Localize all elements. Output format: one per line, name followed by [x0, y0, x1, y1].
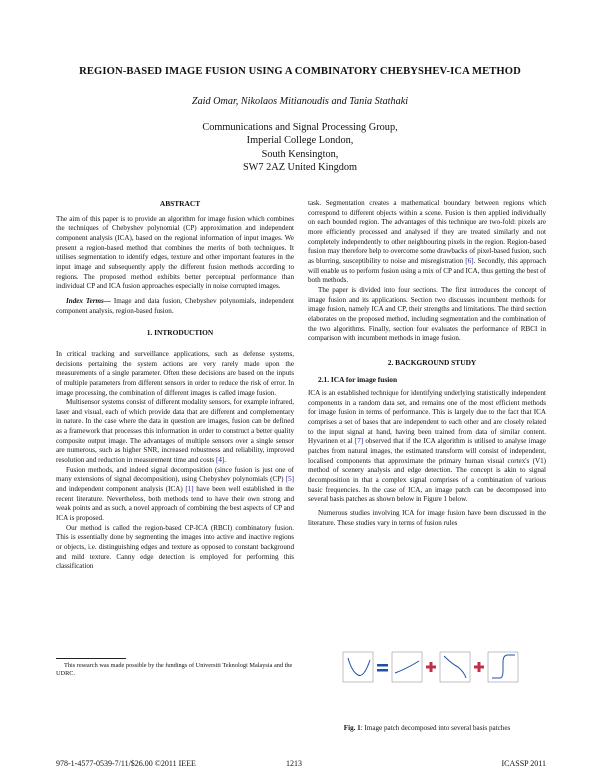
- index-terms-label: Index Terms—: [66, 296, 111, 305]
- basis-curve-2: [444, 656, 466, 678]
- body-paragraph: [308, 199, 546, 286]
- image-patch: [343, 652, 373, 682]
- footer-copyright: 978-1-4577-0539-7/11/$26.00 ©2011 IEEE: [56, 759, 196, 768]
- text-run: Fusion methods, and indeed signal decomposition (since fusion is just one of many extensions of signal decomposition), using Chebyshev polynomials (CP): [56, 465, 294, 484]
- text-run: observed that if the ICA algorithm is utilised to analyse image patches from natural images, the estimated transform will consist of independent, localised components that approximate the primary human visual cortex's (V1) method of scenery analysis and edge detection. The concept is akin to signal decomposition in that a complex signal comprises of a combination of various basic frequencies. In the case of ICA, an image patch can be decomposed into several basis patches as shown below in Figure 1 below.: [308, 437, 546, 504]
- footnote-text: This research was made possible by the fundings of Universiti Teknologi Malaysia and the UDRC.: [56, 662, 293, 678]
- introduction-heading: 1. INTRODUCTION: [146, 328, 214, 338]
- basis-curve-3: [492, 655, 515, 678]
- footnote-rule: [56, 658, 126, 659]
- intro-paragraph: Our method is called the region-based CP-ICA (RBCI) combinatory fusion. This is essentially done by segmenting the images into active and inactive regions or objects, i.e. distinguishing edges and texture as opposed to constant background and mild texture. Canny edge detection is employed for performing this classification: [56, 523, 294, 571]
- intro-paragraph: [56, 466, 294, 524]
- paper-title: REGION-BASED IMAGE FUSION USING A COMBINATORY CHEBYSHEV-ICA METHOD: [79, 66, 521, 77]
- abstract-text: The aim of this paper is to provide an algorithm for image fusion which combines the techniques of Chebyshev polynomial (CP) approximation and independent component analysis (ICA), based on the regional information of input images. We present a region-based method that combines the merits of both techniques. It utilises segmentation to identify edges, texture and other important features in the input image and subsequently apply the different fusion methods according to regions. The proposed method exhibits better perceptual performance than individual CP and ICA fusion approaches especially in noise corrupted images.: [56, 214, 294, 291]
- citation-link[interactable]: [5]: [285, 475, 294, 484]
- footnote: [56, 662, 294, 679]
- figure-caption-text: : Image patch decomposed into several basis patches: [360, 724, 511, 732]
- index-terms: [56, 297, 294, 316]
- footer-conference: ICASSP 2011: [501, 759, 546, 768]
- plus-icon: [426, 662, 436, 672]
- body-paragraph: The paper is divided into four sections. The first introduces the concept of image fusion and its applications. Section two discusses incumbent methods for image fusion, namely ICA and CP, their strengths and limitations. The third section elaborates on the proposed method, including segmentation and the combination of the two algorithms. Finally, section four evaluates the performance of RBCI in comparison with incumbent methods in image fusion.: [308, 285, 546, 343]
- affiliation-line: South Kensington,: [261, 148, 339, 160]
- figure-caption: [308, 724, 546, 732]
- text-run: have been well established in the recent literature. Nevertheless, both methods tend to have their own strong and weak points and as such, a novel approach of combining the best aspects of CP and ICA is proposed.: [56, 485, 294, 523]
- citation-link[interactable]: [1]: [185, 485, 194, 494]
- citation-link[interactable]: [6]: [465, 256, 474, 265]
- citation-link[interactable]: [4]: [215, 456, 225, 465]
- basis-curve-1: [395, 661, 419, 673]
- figure-label: Fig. 1: [343, 724, 361, 732]
- text-run: . Secondly, this approach will enable us to perform fusion using a mix of CP and ICA, thus getting the best of both methods.: [308, 256, 546, 285]
- footer-page-number: 1213: [286, 759, 302, 768]
- affiliation-line: SW7 2AZ United Kingdom: [242, 162, 358, 174]
- right-column: [308, 199, 546, 528]
- figure-1: [340, 640, 540, 692]
- basis-patch-1: [392, 652, 422, 682]
- intro-paragraph: In critical tracking and surveillance applications, such as defense systems, decisions pertaining the system actions are very rarely made upon the measurements of a single parameter. Often these decisions are based on the inputs of multiple parameters from different sensors in order to reduce the risk of error. In image processing, the combination of different images is called image fusion.: [56, 349, 294, 397]
- affiliation-line: Imperial College London,: [246, 135, 354, 147]
- image-patch-curve: [348, 658, 370, 675]
- intro-paragraph: [56, 398, 294, 466]
- citation-link[interactable]: [7]: [354, 437, 364, 446]
- body-paragraph: [308, 389, 546, 505]
- equals-icon: [377, 664, 388, 672]
- paper-authors: Zaid Omar, Nikolaos Mitianoudis and Tania Stathaki: [191, 96, 409, 107]
- background-heading: 2. BACKGROUND STUDY: [387, 357, 477, 367]
- body-paragraph: Numerous studies involving ICA for image fusion have been discussed in the literature. These studies vary in terms of fusion rules: [308, 509, 546, 527]
- text-run: and independent component analysis (ICA): [56, 485, 186, 494]
- ica-subsection-heading: 2.1. ICA for image fusion: [318, 374, 398, 384]
- text-run: ICA is an established technique for identifying underlying statistically independent components in a random data set, and remains one of the most efficient methods for image fusion in terms of performance. This is largely due to the fact that ICA comprises a set of bases that are independent to each other and are closely related to the input signal at hand, having been trained from data of similar content. Hyvarinen et al: [308, 389, 546, 446]
- text-run: Multisensor systems consist of different modality sensors, for example infrared, laser and visual, each of which provide data that are different and complementary in nature. In the case where the data in question are images, fusion can be defined as a framework that processes this information in order to construct a better quality composite output image. The advantages of multiple sensors over a single sensor are numerous, such as higher SNR, increased robustness and reliability, improved resolution and reduction in measurement time and costs: [56, 398, 294, 465]
- index-terms-text: Image and data fusion, Chebyshev polynomials, independent component analysis, region-based fusion.: [56, 296, 295, 315]
- abstract-heading: ABSTRACT: [159, 199, 201, 208]
- affiliation-line: Communications and Signal Processing Group,: [202, 122, 398, 133]
- plus-icon: [474, 662, 484, 672]
- left-column: [56, 199, 294, 572]
- text-run: task. Segmentation creates a mathematical boundary between regions which correspond to different objects within a scene. Fusion is then applied individually on each bounded region. The advantages of this technique are two-fold: pixels are more efficiently processed and analysed if they are treated similarly and not completely independently to other neighbouring pixels in the region. Region-based fusion may therefore help to overcome some drawbacks of pixel-based fusion, such as blurring, susceptibility to noise and misregistration: [308, 199, 546, 265]
- text-run: .: [224, 456, 227, 465]
- affiliation-block: [140, 121, 460, 175]
